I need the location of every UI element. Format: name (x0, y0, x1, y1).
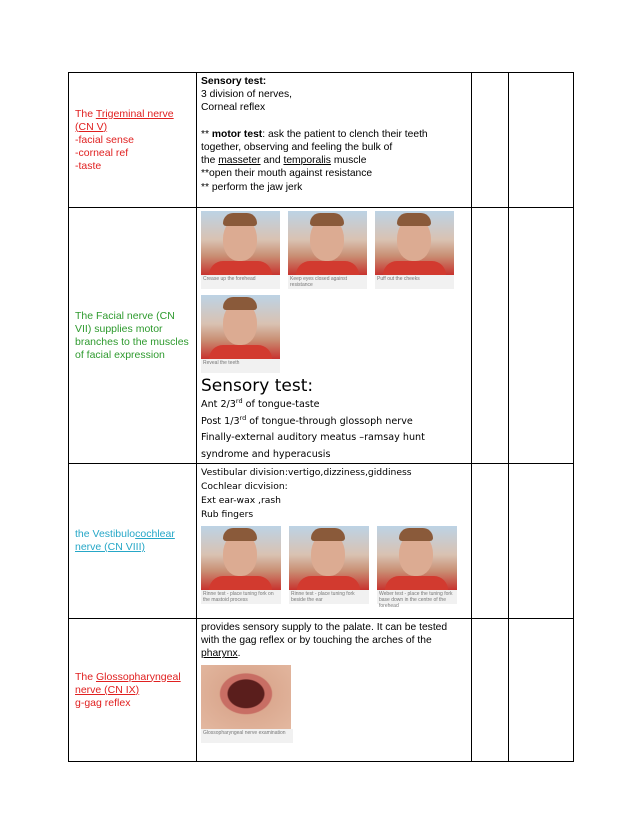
photo-caption: Reveal the teeth (201, 359, 280, 373)
temporalis-link[interactable]: temporalis (283, 155, 331, 167)
nerve-cn-label: nerve (CN VIII) (75, 541, 146, 553)
text-line: Corneal reflex (201, 102, 266, 114)
nerve-cn-label: (CN V) (75, 120, 108, 133)
table-row (69, 464, 574, 619)
empty-cell (509, 464, 574, 619)
nerve-name-part: The (75, 670, 97, 683)
text-line: 3 division of nerves, (201, 89, 293, 101)
facial-photo (288, 211, 367, 289)
photo-caption: Keep eyes closed against resistance (288, 275, 367, 289)
pharynx-link[interactable]: pharynx (201, 648, 238, 660)
test-description-cell (197, 73, 472, 208)
nerve-title-prefix: The (75, 107, 96, 120)
photo-grid (201, 526, 467, 609)
photo-caption: Weber test - place the tuning fork base down in the centre of the forehead (377, 590, 457, 604)
photo-caption: Crease up the forehead (201, 275, 280, 289)
text-line: **open their mouth against resistance (201, 168, 373, 180)
table-row (69, 73, 574, 208)
text-line: of tongue-taste (242, 399, 320, 410)
nerve-name-cell (69, 73, 197, 208)
sensory-list (201, 397, 467, 463)
text-line: of tongue-through glossoph nerve (246, 415, 413, 427)
motor-label: motor test (211, 128, 263, 140)
photo-caption: Rinne test - place tuning fork beside the ear (289, 590, 369, 604)
text-line: Ant 2/3 (201, 399, 236, 410)
facial-photo (375, 211, 454, 289)
text-line: Rub fingers (201, 509, 254, 520)
glossopharyngeal-link[interactable]: Glossopharyngeal (96, 670, 181, 683)
empty-cell (509, 73, 574, 208)
nerve-function: -taste (75, 159, 102, 172)
text-line: Ext ear-wax ,rash (201, 495, 281, 506)
superscript: rd (235, 396, 243, 405)
table-row (69, 208, 574, 464)
photo-caption: Glossopharyngeal nerve examination (201, 729, 293, 743)
nerve-function: g-gag reflex (75, 696, 131, 709)
text-line: : ask the patient to clench their teeth together, observing and feeling the bulk of (201, 128, 428, 154)
nerve-name-cell: The Facial nerve (CN VII) supplies motor branches to the muscles of facial expression (69, 208, 197, 464)
sensory-heading: Sensory test: (201, 76, 267, 87)
text-line: the (201, 155, 219, 167)
photo-caption: Rinne test - place tuning fork on the mastoid process (201, 590, 281, 604)
empty-cell (509, 208, 574, 464)
masseter-link[interactable]: masseter (218, 155, 261, 167)
superscript: rd (239, 413, 247, 422)
test-description-cell (197, 619, 472, 762)
hearing-test-photo (289, 526, 369, 604)
nerve-name-cell (69, 464, 197, 619)
empty-cell (472, 619, 509, 762)
text-line: provides sensory supply to the palate. It can be tested with the gag reflex or by touching the arches of the (201, 622, 448, 647)
table-row (69, 619, 574, 762)
text-line: ** (201, 128, 212, 140)
facial-photo (201, 211, 280, 289)
hearing-test-photo (201, 526, 281, 604)
nerve-name-cell (69, 619, 197, 762)
hearing-test-photo (377, 526, 457, 609)
text-line: Vestibular division:vertigo,dizziness,giddiness (201, 467, 412, 478)
empty-cell (472, 73, 509, 208)
text-line: Post 1/3 (201, 415, 240, 427)
photo-caption: Puff out the cheeks (375, 275, 454, 289)
text-line: and (260, 155, 284, 167)
test-description-cell (197, 208, 472, 464)
nerve-function: -corneal ref (75, 146, 129, 159)
text-line: muscle (330, 155, 367, 167)
empty-cell (472, 464, 509, 619)
photo-grid (201, 211, 467, 373)
nerve-function: -facial sense (75, 133, 134, 146)
nerve-name-part: the Vestibulo (75, 528, 136, 540)
trigeminal-link[interactable]: Trigeminal nerve (95, 107, 174, 120)
sensory-heading: Sensory test: (201, 376, 314, 396)
nerve-cn-label: nerve (CN IX) (75, 683, 140, 696)
cochlear-link[interactable]: cochlear (135, 528, 175, 540)
text-line: ** perform the jaw jerk (201, 181, 303, 193)
facial-photo (201, 295, 280, 373)
text-line: Finally-external auditory meatus –ramsay hunt syndrome and hyperacusis (201, 432, 425, 460)
text-line: Cochlear dicvision: (201, 481, 288, 492)
gag-reflex-text (201, 621, 467, 661)
empty-cell (509, 619, 574, 762)
cranial-nerves-table (68, 72, 574, 762)
empty-cell (472, 208, 509, 464)
gag-reflex-photo (201, 665, 293, 743)
test-description-cell (197, 464, 472, 619)
text-line: . (237, 648, 241, 660)
vestibular-text (201, 466, 467, 522)
